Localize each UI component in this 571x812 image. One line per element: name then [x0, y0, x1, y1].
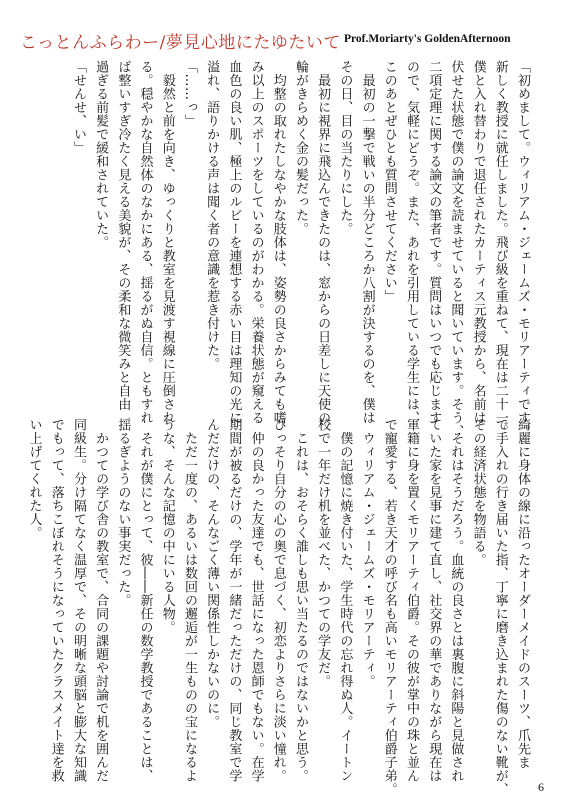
text-line: その日、目の当たりにした。: [337, 60, 353, 236]
text-line: 綺麗に身体の線に沿ったオーダーメイドのスーツ、爪先ま: [515, 418, 530, 769]
bottom-text-column: [26, 418, 533, 796]
text-line: かつての学び舎の教室で、合同の課題や討論で机を囲んだ: [93, 418, 109, 783]
text-line: 輪がきらめく金の髪だった。: [292, 60, 308, 236]
text-line: 最初に視界に飛込んできたのは、窓からの日差しに天使の: [315, 60, 331, 425]
text-line: ので、気軽にどうぞ。また、あれを引用している学生には、: [403, 60, 419, 425]
text-line: で寵愛する、若き天才の呼び名も高いモリアーティ伯爵子弟。: [381, 418, 397, 796]
text-line: 毅然と前を向き、ゆっくりと教室を見渡す視線に圧倒され: [159, 60, 175, 425]
text-line: 二項定理に関する論文の筆者です。質問はいつでも応じます: [426, 60, 442, 425]
text-line: 校で一年だけ机を並べた、かつての学友だ。: [315, 418, 331, 688]
text-line: 同級生。分け隔てなく温厚で、その明晰な頭脳と膨大な知識: [70, 418, 86, 783]
text-line: でもって、落ちこぼれそうになっていたクラスメイト達を救: [48, 418, 64, 783]
text-line: 均整の取れたしなやかな肢体は、姿勢の良さからみても嗜: [270, 60, 286, 425]
text-line: このあとぜひとも質問させてください」: [381, 60, 397, 303]
book-subtitle: Prof.Moriarty's GoldenAfternoon: [344, 33, 511, 45]
text-line: 新しく教授に就任しました。飛び級を重ねて、現在は二十一。: [492, 60, 508, 438]
text-line: 過ぎる前髪で緩和されていた。: [93, 60, 109, 249]
text-line: 伏せた状態で僕の論文を読ませていると聞いています。そう、: [448, 60, 464, 438]
text-line: 期間が被るだけの、学年が一緒だっただけの、同じ教室で学: [226, 418, 242, 783]
text-line: 「……っ」: [181, 60, 197, 128]
text-line: ていた家を見事に建て直し、社交界の華でありながら現在は: [426, 418, 442, 783]
text-line: み以上のスポーツをしているのがわかる。栄養状態が窺える: [248, 60, 264, 425]
text-line: これは、おそらく誰しも思い当たるのではないかと思う。: [292, 418, 308, 783]
text-line: その経済状態を物語る。: [470, 418, 486, 567]
text-line: ば整いすぎ冷たく見える美貌が、その柔和な微笑みと自由: [115, 60, 131, 411]
text-line: 僕と入れ替わりで退任されたカーティス元教授から、名前は: [470, 60, 486, 425]
text-line: それはそうだろう。血統の良さとは裏腹に斜陽と見做され: [448, 418, 464, 783]
text-line: る。穏やかな自然体のなかにある、揺るがぬ自信。ともすれ: [137, 60, 153, 425]
text-line: それが僕にとって、彼――新任の数学教授であることは、: [137, 418, 153, 783]
book-title: こっとんふらわー/夢見心地にたゆたいて: [20, 33, 341, 53]
text-line: い上げてくれた人。: [26, 418, 42, 540]
text-line: うな、そんな記憶の中にいる人物。: [159, 418, 175, 634]
text-line: 血色の良い肌、極上のルビーを連想する赤い目は理知の光に: [226, 60, 242, 425]
text-line: 仲の良かった友達でも、世話になった恩師でもない。在学: [248, 418, 264, 783]
text-line: 「せんせ、い」: [70, 60, 86, 155]
text-line: ひっそり自分の心の奥で息づく、初恋よりさらに淡い憧れ。: [270, 418, 286, 783]
text-line: 揺るぎようのない事実だった。: [115, 418, 131, 607]
text-line: 軍籍に身を置くモリアーティ伯爵。その彼が掌中の珠と並ん: [403, 418, 419, 783]
text-line: 最初の一撃で戦いの半分どころか八割が決するのを、僕は: [359, 60, 375, 425]
page-number: 6: [538, 780, 544, 794]
text-line: ただ一度の、あるいは数回の邂逅が一生ものの宝になるよ: [181, 418, 197, 783]
text-line: 溢れ、語りかける声は聞く者の意識を惹き付けた。: [204, 60, 220, 371]
text-line: ウィリアム・ジェームズ・モリアーティ。: [359, 418, 375, 688]
top-text-column: [47, 60, 533, 438]
text-line: 「初めまして。ウィリアム・ジェームズ・モリアーティです。: [515, 60, 530, 438]
text-line: んだだけの、そんなごく薄い関係性しかないのに。: [204, 418, 220, 729]
text-line: で手入れの行き届いた指、丁寧に磨き込まれた傷のない靴が、: [492, 418, 508, 796]
text-line: 僕の記憶に焼き付いた、学生時代の忘れ得ぬ人。イートン: [337, 418, 353, 783]
